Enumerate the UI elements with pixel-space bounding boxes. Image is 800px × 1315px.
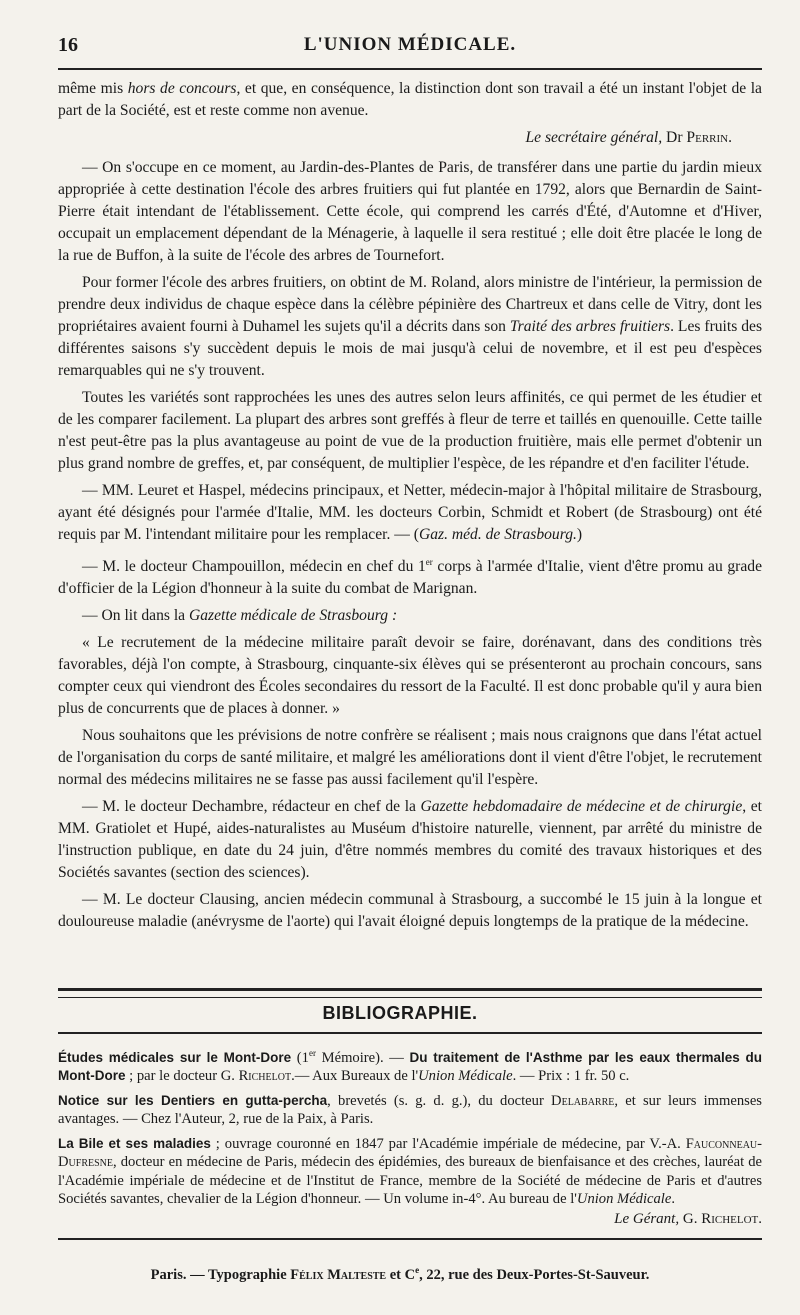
text: même mis — [58, 80, 128, 97]
text: , docteur en médecine de Paris, médecin des épidémies, des bureaux de bienfaisance et des crèches, lauréat de l'Académie impériale de médecine et de l'Institut de France, membre de la Société de médecine de Paris et d'autres Sociétés savantes, chevalier de la Légion d'honneur. — Un volume in-4°. Au bureau de l' — [58, 1154, 762, 1208]
superscript: er — [308, 1048, 316, 1058]
gerant-signature — [58, 1211, 762, 1228]
text: Pour former l'école des arbres fruitiers, on obtint de M. Roland, alors ministre de l'intérieur, la permission de prendre deux individus de chaque espèce dans la célèbre pépinière des Chartreux et dans celle de Vitry, dont les propriétaires avaient fourni à Duhamel les sujets qu'il a décrits dans son — [58, 274, 762, 335]
paragraph — [58, 78, 762, 122]
italic-text: hors de concours — [127, 80, 237, 97]
paragraph — [58, 796, 762, 884]
gerant-label: Le Gérant, — [614, 1211, 680, 1227]
text: . Les fruits des différentes saisons s'y succèdent depuis le mois de mai jusqu'à celui de novembre, et il est peu d'espèces remarquables qui ne s'y trouvent. — [58, 318, 763, 379]
publisher-name: Union Médicale — [418, 1068, 513, 1085]
signature-name: Perrin. — [686, 129, 732, 146]
text: — MM. Leuret et Haspel, médecins principaux, et Netter, médecin-major à l'hôpital militaire de Strasbourg, ayant été désignés pour l'armée d'Italie, MM. les docteurs Corbin, Schmidt et Robert (de Strasbourg) ont été requis par M. l'intendant militaire pour les remplacer. — ( — [58, 482, 762, 543]
text: , et que, en conséquence, la distinction dont son travail a été un instant l'objet de la part de la Société, est et reste comme non avenue. — [58, 80, 762, 119]
italic-text: Gazette médicale de Strasbourg : — [188, 607, 398, 625]
book-title: La Bile et ses maladies — [58, 1135, 211, 1151]
text: — M. le docteur Champouillon, médecin en chef du 1 — [82, 558, 426, 576]
text: . — Prix : 1 fr. 50 c. — [512, 1068, 630, 1085]
superscript: e — [415, 1265, 420, 1275]
author-name: Fauconneau-Dufresne — [58, 1135, 762, 1171]
text: , et sur leurs immenses avantages. — Chez l'Auteur, 2, rue de la Paix, à Paris. — [58, 1092, 762, 1128]
text: , et MM. Gratiolet et Hupé, aides-naturalistes au Muséum d'histoire naturelle, viennent, par arrêté du ministre de l'instruction publique, en date du 24 juin, d'être nommés membres du comité des travaux historiques et des Sociétés savantes (section des sciences). — [58, 798, 762, 882]
publisher-name: Union Médicale — [576, 1191, 672, 1208]
running-title: L'UNION MÉDICALE. — [303, 34, 517, 55]
section-title: BIBLIOGRAPHIE. — [322, 1003, 478, 1023]
italic-text: Traité des arbres fruitiers — [509, 318, 671, 335]
bibliography-entry — [58, 1135, 762, 1209]
printer-name: Félix Malteste — [290, 1266, 387, 1283]
bibliography-list — [58, 1044, 762, 1215]
author-name: Delabarre — [551, 1092, 615, 1109]
paragraph — [58, 551, 762, 600]
paragraph: Toutes les variétés sont rapprochées les unes des autres selon leurs affinités, ce qui permet de les étudier et de les comparer facilement. La plupart des arbres sont greffés à fleur de terre et taillés en quenouille. Cette taille n'est peut-être pas la plus avantageuse au point de vue de la production fruitière, mais elle permet d'obtenir un plus grand nombre de greffes, et, par conséquent, de multiplier l'espèce, de les répandre et d'en faciliter l'étude. — [58, 389, 762, 472]
book-title: Notice sur les Dentiers en gutta-percha — [58, 1092, 328, 1108]
italic-text: Gaz. méd. de Strasbourg. — [418, 526, 577, 543]
italic-text: Gazette hebdomadaire de médecine et de chirurgie — [420, 798, 743, 816]
text: ; ouvrage couronné en 1847 par l'Académie impériale de médecine, par V.-A. — [210, 1135, 686, 1152]
bibliography-entry — [58, 1044, 762, 1086]
gerant-name: G. Richelot. — [679, 1211, 762, 1227]
superscript: er — [425, 557, 433, 567]
news-column — [58, 78, 762, 938]
signature-secretary — [58, 127, 732, 149]
paragraph — [58, 480, 762, 546]
section-double-rule — [58, 988, 762, 998]
printer-imprint — [0, 1265, 800, 1284]
text: corps à l'armée d'Italie, vient d'être promu au grade d'officier de la Légion d'honneur à la suite du combat de Marignan. — [58, 558, 762, 598]
text: . — [671, 1191, 675, 1208]
text: ; par le docteur G. — [125, 1068, 239, 1085]
paragraph — [58, 272, 762, 382]
text: .— Aux Bureaux de l' — [291, 1068, 419, 1085]
author-name: Richelot — [238, 1068, 292, 1085]
paragraph: « Le recrutement de la médecine militaire paraît devoir se faire, dorénavant, dans des conditions très favorables, déjà l'on compte, à Strasbourg, cinquante-six élèves qui se présenteront au prochain concours, sans compter ceux qui viendront des Écoles secondaires du ressort de la Faculté. Il est donc probable qu'il y aura bien plus de concurrents que de places à donner. » — [58, 634, 762, 718]
section-rule — [58, 1032, 762, 1034]
text: ) — [576, 526, 583, 543]
paragraph: — M. Le docteur Clausing, ancien médecin communal à Strasbourg, a succombé le 15 juin à la longue et douloureuse maladie (anévrysme de l'aorte) qui l'avait éloigné depuis longtemps de la pratique de la médecine. — [58, 891, 762, 931]
text: , brevetés (s. g. d. g.), du docteur — [327, 1092, 552, 1109]
paragraph: Nous souhaitons que les prévisions de notre confrère se réalisent ; mais nous craignons que dans l'état actuel de l'organisation du corps de santé militaire, et malgré les améliorations dont il vient d'être l'objet, le recrutement normal des médecins militaires ne se fasse pas aussi facilement qu'il l'espère. — [58, 727, 763, 789]
text: Paris. — Typographie — [150, 1266, 291, 1283]
book-title: Études médicales sur le Mont-Dore — [58, 1049, 292, 1065]
text: — M. le docteur Dechambre, rédacteur en chef de la — [82, 798, 421, 816]
text: Mémoire). — — [315, 1049, 410, 1066]
paragraph — [58, 605, 762, 627]
text: , 22, rue des Deux-Portes-St-Sauveur. — [419, 1266, 650, 1283]
text: et C — [386, 1266, 416, 1283]
header-rule — [58, 68, 762, 70]
paragraph: — On s'occupe en ce moment, au Jardin-des-Plantes de Paris, de transférer dans une partie du jardin mieux appropriée à cette destination l'école des arbres fruitiers qui fut plantée en 1792, alors que Bernardin de Saint-Pierre était intendant de l'établissement. Cette école, qui comprend les carrés d'Été, d'Automne et d'Hiver, occupait un emplacement dépendant de la Ménagerie, à laquelle il sera restitué ; elle doit être placée le long de la rue de Buffon, à la suite de l'école des arbres de Tournefort. — [58, 159, 762, 264]
signature-role: Le secrétaire général, — [525, 129, 663, 146]
text: (1 — [291, 1049, 309, 1066]
text: — On lit dans la — [82, 607, 189, 625]
bibliography-entry — [58, 1092, 762, 1129]
book-title: Du traitement de l'Asthme par les eaux thermales du Mont-Dore — [58, 1049, 762, 1084]
page-header — [58, 34, 762, 62]
footer-rule — [58, 1238, 762, 1240]
signature-title: Dr — [662, 129, 687, 146]
page-number: 16 — [58, 34, 78, 56]
